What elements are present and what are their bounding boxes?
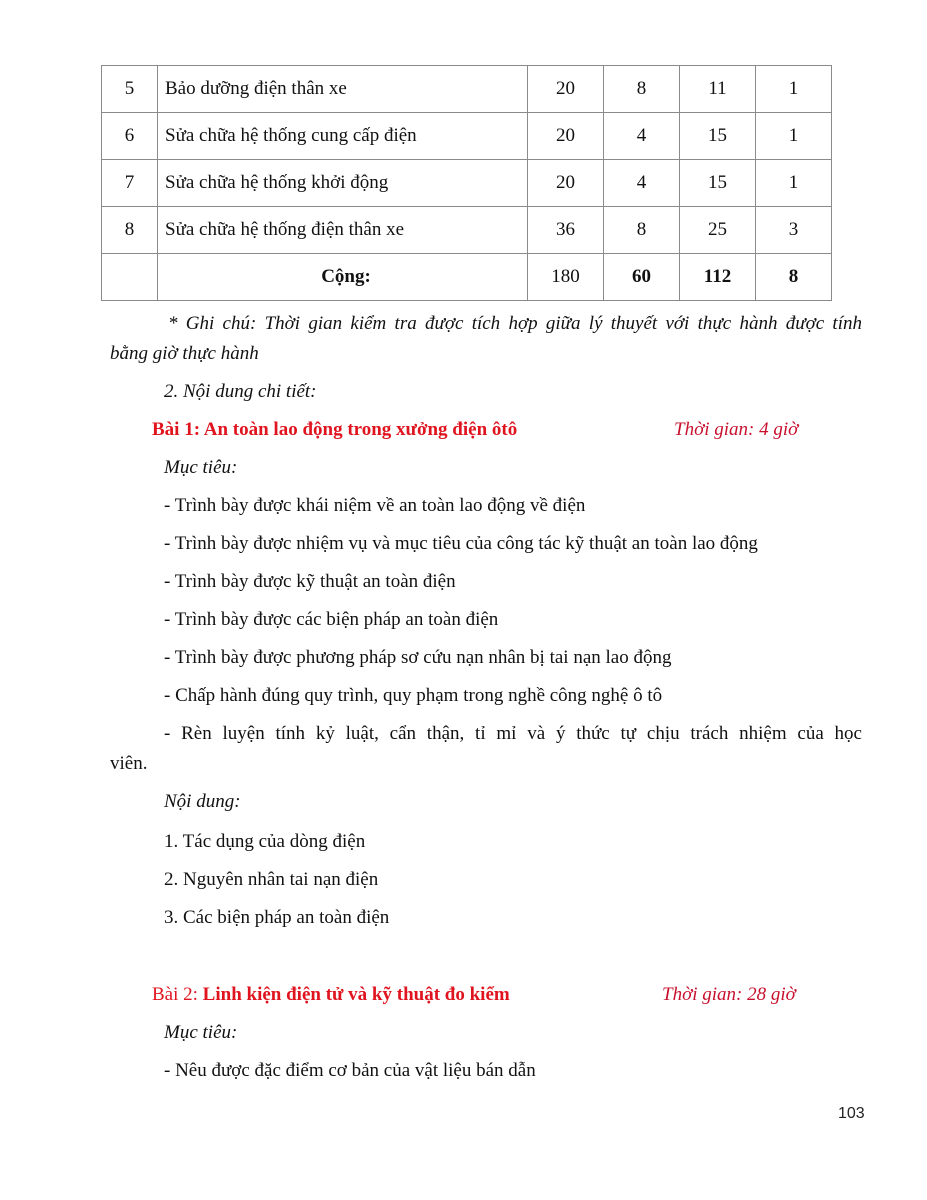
lesson-2-title (152, 983, 510, 1007)
test-hours: 1 (756, 113, 832, 160)
table-row (102, 66, 832, 113)
module-name: Bảo dưỡng điện thân xe (158, 66, 528, 113)
objective-item: - Nêu được đặc điểm cơ bản của vật liệu bán dẫn (164, 1060, 536, 1081)
row-number: 6 (102, 113, 158, 160)
table-total-row (102, 254, 832, 301)
theory-hours: 4 (604, 160, 680, 207)
row-number (102, 254, 158, 301)
practice-hours: 11 (680, 66, 756, 113)
total-hours: 20 (528, 113, 604, 160)
lesson-2-prefix: Bài 2: (152, 984, 203, 1005)
objective-item: - Trình bày được kỹ thuật an toàn điện (164, 571, 456, 592)
module-name: Sửa chữa hệ thống cung cấp điện (158, 113, 528, 160)
test-hours: 1 (756, 66, 832, 113)
module-name: Sửa chữa hệ thống điện thân xe (158, 207, 528, 254)
theory-hours: 8 (604, 66, 680, 113)
row-number: 5 (102, 66, 158, 113)
theory-hours: 8 (604, 207, 680, 254)
practice-hours: 15 (680, 113, 756, 160)
total-hours: 36 (528, 207, 604, 254)
table-row (102, 207, 832, 254)
module-name: Sửa chữa hệ thống khởi động (158, 160, 528, 207)
objective-item: - Trình bày được khái niệm về an toàn lao động về điện (164, 495, 586, 516)
objective-item: - Chấp hành đúng quy trình, quy phạm trong nghề công nghệ ô tô (164, 685, 663, 706)
objective-item-long-1: - Rèn luyện tính kỷ luật, cẩn thận, tỉ mỉ và ý thức tự chịu trách nhiệm của học (164, 723, 862, 744)
lesson-1-content-label: Nội dung: (164, 791, 241, 812)
content-item: 1. Tác dụng của dòng điện (164, 831, 366, 852)
hours-summary-table (101, 65, 832, 301)
table-row (102, 113, 832, 160)
content-item: 3. Các biện pháp an toàn điện (164, 907, 390, 928)
practice-hours: 25 (680, 207, 756, 254)
lesson-1-title: Bài 1: An toàn lao động trong xưởng điện ôtô (152, 419, 518, 440)
test-hours: 3 (756, 207, 832, 254)
total-hours: 20 (528, 66, 604, 113)
total-hours: 20 (528, 160, 604, 207)
section-heading: 2. Nội dung chi tiết: (164, 381, 317, 402)
page-number: 103 (838, 1105, 865, 1122)
practice-hours: 112 (680, 254, 756, 301)
theory-hours: 60 (604, 254, 680, 301)
note-line-1: * Ghi chú: Thời gian kiểm tra được tích hợp giữa lý thuyết với thực hành được tính (168, 313, 862, 334)
objective-item: - Trình bày được các biện pháp an toàn điện (164, 609, 499, 630)
practice-hours: 15 (680, 160, 756, 207)
objective-item-long-2: viên. (110, 753, 148, 774)
content-item: 2. Nguyên nhân tai nạn điện (164, 869, 379, 890)
test-hours: 1 (756, 160, 832, 207)
row-number: 7 (102, 160, 158, 207)
total-hours: 180 (528, 254, 604, 301)
test-hours: 8 (756, 254, 832, 301)
row-number: 8 (102, 207, 158, 254)
table-row (102, 160, 832, 207)
lesson-1-objectives-label: Mục tiêu: (164, 457, 238, 478)
theory-hours: 4 (604, 113, 680, 160)
objective-item: - Trình bày được phương pháp sơ cứu nạn nhân bị tai nạn lao động (164, 647, 672, 668)
lesson-2-objectives-label: Mục tiêu: (164, 1022, 238, 1043)
lesson-2-time: Thời gian: 28 giờ (662, 984, 796, 1005)
total-label: Cộng: (158, 254, 528, 301)
note-line-2: bằng giờ thực hành (110, 343, 259, 364)
objective-item: - Trình bày được nhiệm vụ và mục tiêu của công tác kỹ thuật an toàn lao động (164, 533, 758, 554)
lesson-1-time: Thời gian: 4 giờ (674, 419, 799, 440)
lesson-2-title-text: Linh kiện điện tử và kỹ thuật đo kiểm (202, 984, 510, 1005)
